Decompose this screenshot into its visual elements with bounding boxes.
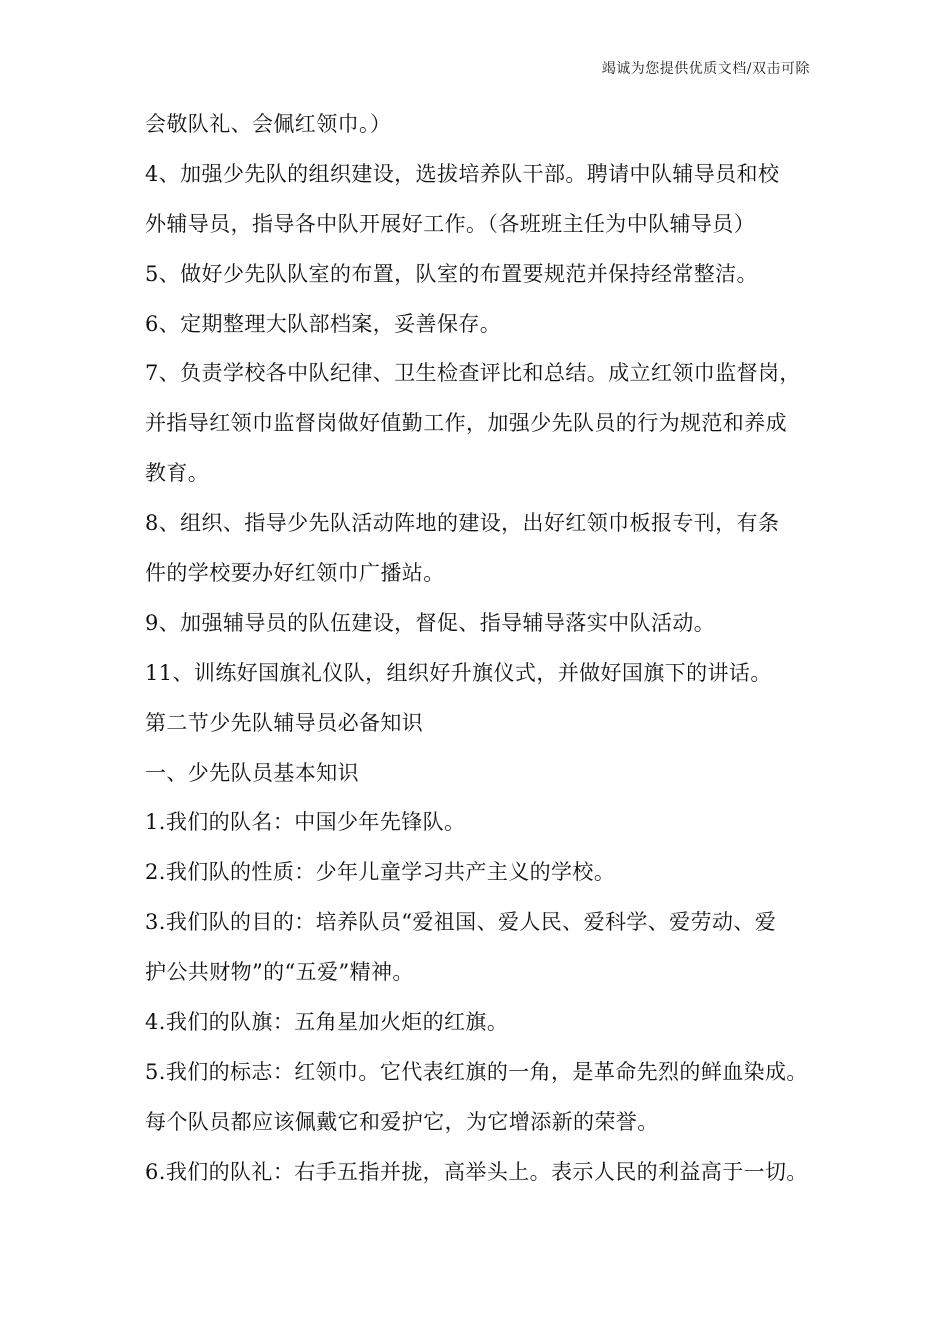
document-body [145,100,820,1198]
text-line: 护公共财物”的“五爱”精神。 [145,960,414,985]
text-line: 件的学校要办好红领巾广播站。 [145,561,445,586]
text-line: 7、负责学校各中队纪律、卫生检查评比和总结。成立红领巾监督岗， [145,361,801,386]
text-line: 5.我们的标志：红领巾。它代表红旗的一角，是革命先烈的鲜血染成。 [145,1059,808,1084]
text-line: 4.我们的队旗：五角星加火炬的红旗。 [145,1010,509,1035]
section-heading: 第二节少先队辅导员必备知识 [145,710,424,735]
text-line: 每个队员都应该佩戴它和爱护它，为它增添新的荣誉。 [145,1109,659,1134]
text-line: 外辅导员，指导各中队开展好工作。（各班班主任为中队辅导员） [145,211,756,236]
text-line: 4、加强少先队的组织建设，选拔培养队干部。聘请中队辅导员和校 [145,161,780,186]
subsection-heading: 一、少先队员基本知识 [145,760,359,785]
text-line: 6、定期整理大队部档案，妥善保存。 [145,311,502,336]
text-line: 1.我们的队名：中国少年先锋队。 [145,810,466,835]
text-line: 11、训练好国旗礼仪队，组织好升旗仪式，并做好国旗下的讲话。 [145,660,772,685]
header-note: 竭诚为您提供优质文档/双击可除 [601,61,810,77]
text-line: 并指导红领巾监督岗做好值勤工作，加强少先队员的行为规范和养成 [145,411,787,436]
text-line: 8、组织、指导少先队活动阵地的建设，出好红领巾板报专刊，有条 [145,511,780,536]
text-line: 2.我们队的性质：少年儿童学习共产主义的学校。 [145,860,616,885]
text-line: 6.我们的队礼：右手五指并拢，高举头上。表示人民的利益高于一切。 [145,1159,808,1184]
text-line: 教育。 [145,461,210,486]
text-line: 9、加强辅导员的队伍建设，督促、指导辅导落实中队活动。 [145,610,716,635]
text-line: 3.我们队的目的：培养队员“爱祖国、爱人民、爱科学、爱劳动、爱 [145,910,777,935]
text-line: 会敬队礼、会佩红领巾。） [145,112,392,136]
text-line: 5、做好少先队队室的布置，队室的布置要规范并保持经常整洁。 [145,261,758,286]
